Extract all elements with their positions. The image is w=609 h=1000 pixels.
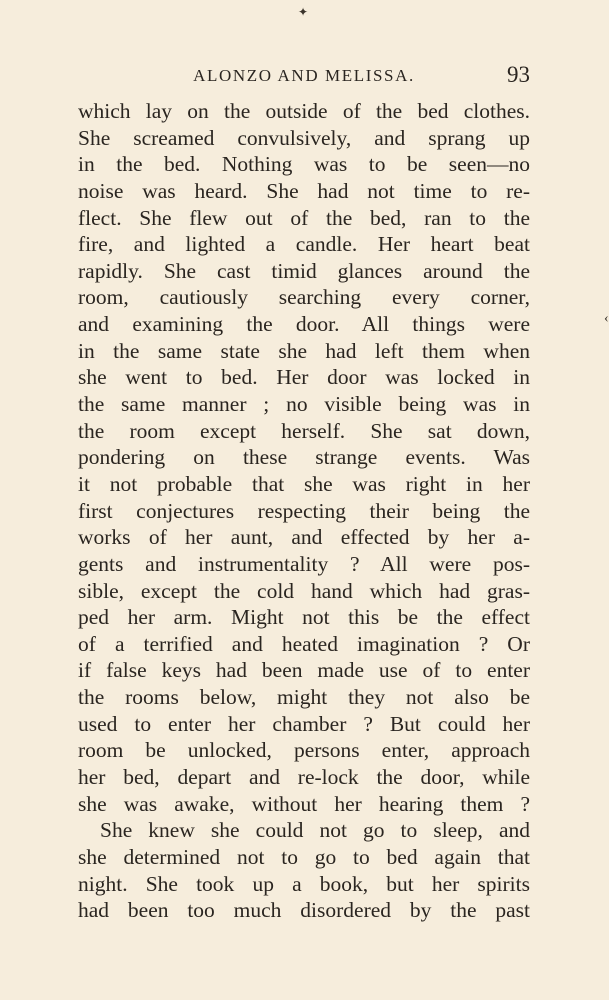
text-line: used to enter her chamber ? But could her <box>78 711 530 736</box>
text-line: it not probable that she was right in her <box>78 471 530 496</box>
text-line: the room except herself. She sat down, <box>78 418 530 443</box>
page-number: 93 <box>507 62 530 87</box>
margin-mark: ‹ <box>604 311 609 326</box>
text-line: had been too much disordered by the past <box>78 898 530 923</box>
page-header <box>78 60 530 90</box>
text-line: first conjectures respecting their being the <box>78 498 530 523</box>
text-line: pondering on these strange events. Was <box>78 445 530 470</box>
text-line: which lay on the outside of the bed clothes. <box>78 99 530 123</box>
text-line: if false keys had been made use of to enter <box>78 658 530 683</box>
text-line: gents and instrumentality ? All were pos- <box>78 551 530 576</box>
text-line paragraph-start: She knew she could not go to sleep, and <box>100 818 530 843</box>
text-line: fire, and lighted a candle. Her heart beat <box>78 232 530 257</box>
text-line: room, cautiously searching every corner, <box>78 285 530 310</box>
text-line: and examining the door. All things were <box>78 312 530 337</box>
text-line: ped her arm. Might not this be the effect <box>78 605 530 630</box>
text-line: She screamed convulsively, and sprang up <box>78 125 530 150</box>
text-line paragraph-end: she was awake, without her hearing them ? <box>78 791 530 816</box>
text-line: she went to bed. Her door was locked in <box>78 365 530 390</box>
text-line: in the same state she had left them when <box>78 338 530 363</box>
text-line: works of her aunt, and effected by her a- <box>78 525 530 550</box>
body-text <box>78 98 530 924</box>
text-line: flect. She flew out of the bed, ran to the <box>78 205 530 230</box>
text-line: the rooms below, might they not also be <box>78 685 530 710</box>
running-title: ALONZO AND MELISSA. <box>193 66 415 85</box>
text-line: room be unlocked, persons enter, approach <box>78 738 530 763</box>
ornament-mark: ✦ <box>297 5 309 19</box>
text-line: sible, except the cold hand which had gras- <box>78 578 530 603</box>
text-line: her bed, depart and re-lock the door, while <box>78 765 530 790</box>
text-line: rapidly. She cast timid glances around the <box>78 258 530 283</box>
text-line: night. She took up a book, but her spirits <box>78 871 530 896</box>
text-line: she determined not to go to bed again that <box>78 844 530 869</box>
text-line: in the bed. Nothing was to be seen—no <box>78 152 530 177</box>
text-line: noise was heard. She had not time to re- <box>78 178 530 203</box>
text-line: of a terrified and heated imagination ? Or <box>78 631 530 656</box>
text-line: the same manner ; no visible being was in <box>78 392 530 417</box>
